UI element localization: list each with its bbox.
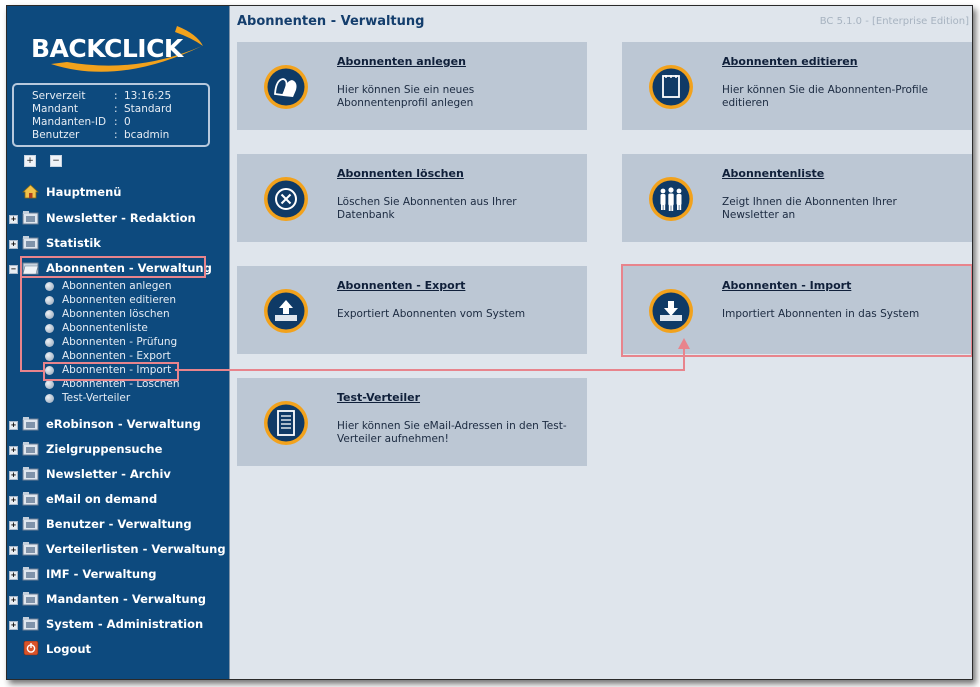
notepad-icon [648,64,694,110]
folder-icon [22,591,39,606]
version-label: BC 5.1.0 - [Enterprise Edition] [819,16,969,27]
folder-icon [22,566,39,581]
home-icon [22,184,39,199]
nav-newsletter-redaktion[interactable]: + Newsletter - Redaktion [10,211,196,225]
folder-icon [22,541,39,556]
folder-icon [22,416,39,431]
page-title: Abonnenten - Verwaltung [237,14,425,29]
expand-icon[interactable]: + [10,215,17,223]
server-info-box: Serverzeit : 13:16:25 Mandant : Standard Mandanten-ID : 0 Benutzer : bcadmin [12,83,210,147]
nav-imf-verwaltung[interactable]: + IMF - Verwaltung [10,567,157,581]
nav-benutzer-verwaltung[interactable]: + Benutzer - Verwaltung [10,517,192,531]
nav-newsletter-archiv[interactable]: + Newsletter - Archiv [10,467,171,481]
card-abonnenten-loeschen[interactable]: Abonnenten löschen Löschen Sie Abonnenten aus Ihrer Datenbank [237,154,587,242]
expand-icon[interactable]: + [10,421,17,429]
nav-mandanten-verwaltung[interactable]: + Mandanten - Verwaltung [10,592,207,606]
sidebar: BACKCLICK Serverzeit : 13:16:25 Mandant : Standard Mandanten-ID : 0 Benutzer : bcadmin + − Hauptmenü + Newsletter - Redaktion + Statistik − Abonnenten - Verwaltung Abonnenten anlegen Abonnenten editieren Abonnenten löschen Abonnentenliste Abonnenten - Prüfung Abonnenten - Export Abonnenten - Import Abonnenten - Löschen Test-Verteiler + eRobinson - Verwaltung + Zielgruppensuche + Newsletter - Archiv + eMail on demand + Benutzer - Verwaltung + Verteilerlisten - Verwaltung + IMF - Verwaltung + Mandanten - Verwaltung + System - Administration Logout [7,6,229,679]
arrow-up-icon [677,338,691,350]
nav-abonnenten-verwaltung[interactable]: − Abonnenten - Verwaltung [10,261,212,275]
folder-icon [22,235,39,250]
expand-icon[interactable]: + [10,496,17,504]
main-content [229,6,973,679]
bullet-icon [45,380,54,389]
card-abonnenten-import[interactable]: Abonnenten - Import Importiert Abonnenten in das System [622,266,972,354]
nav-statistik[interactable]: + Statistik [10,236,101,250]
nav-hauptmenue[interactable]: Hauptmenü [7,184,229,202]
nav-erobinson-verwaltung[interactable]: + eRobinson - Verwaltung [10,417,201,431]
collapse-all-button[interactable]: − [50,155,62,167]
expand-icon[interactable]: + [10,571,17,579]
nav-logout[interactable]: Logout [7,641,229,659]
expand-all-button[interactable]: + [24,155,36,167]
expand-icon[interactable]: + [10,546,17,554]
folder-icon [22,210,39,225]
highlight-connector [20,370,44,372]
power-icon [22,641,39,656]
highlight-connector [20,274,22,372]
bullet-icon [45,282,54,291]
folder-icon [22,441,39,456]
expand-icon[interactable]: + [10,446,17,454]
bullet-icon [45,338,54,347]
delete-circle-icon [263,176,309,222]
card-abonnenten-export[interactable]: Abonnenten - Export Exportiert Abonnenten vom System [237,266,587,354]
bullet-icon [45,394,54,403]
bullet-icon [45,352,54,361]
card-abonnenten-anlegen[interactable]: Abonnenten anlegen Hier können Sie ein neues Abonnentenprofil anlegen [237,42,587,130]
card-abonnenten-editieren[interactable]: Abonnenten editieren Hier können Sie die Abonnenten-Profile editieren [622,42,972,130]
backclick-logo [27,24,212,80]
card-test-verteiler[interactable]: Test-Verteiler Hier können Sie eMail-Adressen in den Test-Verteiler aufnehmen! [237,378,587,466]
bullet-icon [45,310,54,319]
export-tray-icon [263,288,309,334]
highlight-box-abonnenten-verwaltung [20,256,206,278]
expand-icon[interactable]: + [10,621,17,629]
document-list-icon [263,400,309,446]
nav-email-on-demand[interactable]: + eMail on demand [10,492,158,506]
logo-text: BACKCLICK [31,34,183,63]
highlight-box-import-card [621,264,973,357]
bullet-icon [45,324,54,333]
expand-icon[interactable]: + [10,521,17,529]
folder-icon [22,616,39,631]
expand-icon[interactable]: + [10,240,17,248]
expand-icon[interactable]: + [10,596,17,604]
highlight-box-import-subitem [43,362,179,381]
folder-icon [22,516,39,531]
expand-icon[interactable]: + [10,471,17,479]
card-abonnentenliste[interactable]: Abonnentenliste Zeigt Ihnen die Abonnenten Ihrer Newsletter an [622,154,972,242]
nav-system-administration[interactable]: + System - Administration [10,617,204,631]
bullet-icon [45,296,54,305]
group-icon [648,176,694,222]
highlight-connector [175,369,685,371]
folder-icon [22,466,39,481]
nav-zielgruppensuche[interactable]: + Zielgruppensuche [10,442,163,456]
collapse-icon[interactable]: − [10,265,17,273]
nav-verteilerlisten-verwaltung[interactable]: + Verteilerlisten - Verwaltung [10,542,226,556]
folder-icon [22,491,39,506]
people-icon [263,64,309,110]
